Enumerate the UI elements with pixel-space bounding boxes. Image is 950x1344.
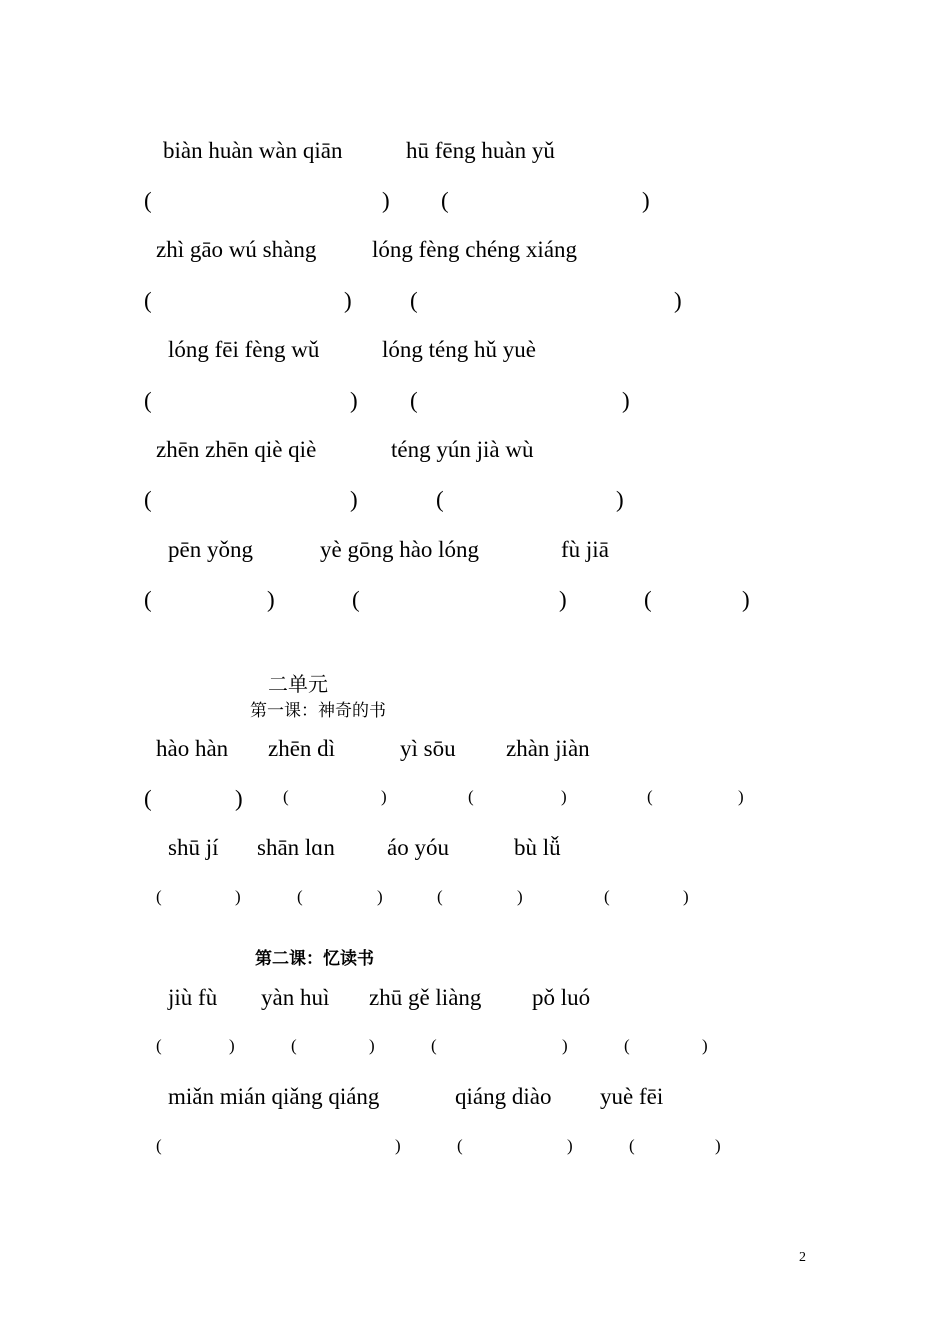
blank-open-paren: ( [644, 586, 652, 612]
pinyin-word: qiáng diào [455, 1083, 552, 1109]
pinyin-word: zhū gě liàng [369, 984, 482, 1010]
blank-open-paren: ( [156, 1035, 162, 1055]
blank-open-paren: ( [156, 1135, 162, 1155]
blank-close-paren: ) [382, 187, 390, 213]
blank-close-paren: ) [567, 1135, 573, 1155]
pinyin-word: zhēn dì [268, 735, 336, 761]
pinyin-word: áo yóu [387, 834, 449, 860]
pinyin-word: lóng fèng chéng xiáng [372, 236, 578, 262]
pinyin-word: shū jí [168, 834, 219, 860]
blank-open-paren: ( [144, 187, 152, 213]
pinyin-word: lóng fēi fèng wǔ [168, 336, 320, 362]
pinyin-word: zhàn jiàn [506, 735, 590, 761]
blank-open-paren: ( [144, 785, 152, 811]
blank-open-paren: ( [624, 1035, 630, 1055]
blank-close-paren: ) [344, 287, 352, 313]
pinyin-word: hào hàn [156, 735, 229, 761]
unit-heading: 二单元 [268, 674, 328, 696]
blank-close-paren: ) [559, 586, 567, 612]
blank-open-paren: ( [431, 1035, 437, 1055]
blank-open-paren: ( [297, 886, 303, 906]
blank-close-paren: ) [742, 586, 750, 612]
blank-close-paren: ) [622, 387, 630, 413]
pinyin-word: shān lɑn [257, 834, 335, 860]
blank-open-paren: ( [441, 187, 449, 213]
blank-open-paren: ( [647, 786, 653, 806]
blank-open-paren: ( [291, 1035, 297, 1055]
blank-close-paren: ) [616, 486, 624, 512]
pinyin-word: téng yún jià wù [391, 436, 534, 462]
page-number: 2 [799, 1250, 806, 1265]
blank-open-paren: ( [144, 586, 152, 612]
blank-close-paren: ) [350, 486, 358, 512]
blank-close-paren: ) [642, 187, 650, 213]
blank-close-paren: ) [381, 786, 387, 806]
pinyin-word: jiù fù [168, 984, 218, 1010]
lesson-heading: 第二课：忆读书 [255, 948, 374, 968]
blank-close-paren: ) [517, 886, 523, 906]
pinyin-word: biàn huàn wàn qiān [163, 137, 343, 163]
pinyin-word: fù jiā [561, 536, 609, 562]
blank-open-paren: ( [410, 287, 418, 313]
pinyin-word: yì sōu [400, 735, 456, 761]
blank-close-paren: ) [235, 785, 243, 811]
pinyin-word: bù lǚ [514, 834, 561, 860]
blank-close-paren: ) [561, 786, 567, 806]
pinyin-word: lóng téng hǔ yuè [382, 336, 536, 362]
blank-close-paren: ) [267, 586, 275, 612]
pinyin-word: yàn huì [261, 984, 330, 1010]
blank-open-paren: ( [144, 486, 152, 512]
pinyin-word: miǎn mián qiǎng qiáng [168, 1083, 380, 1109]
blank-open-paren: ( [144, 387, 152, 413]
blank-open-paren: ( [629, 1135, 635, 1155]
blank-close-paren: ) [229, 1035, 235, 1055]
blank-close-paren: ) [350, 387, 358, 413]
pinyin-word: yè gōng hào lóng [320, 536, 480, 562]
blank-open-paren: ( [437, 886, 443, 906]
blank-open-paren: ( [436, 486, 444, 512]
blank-open-paren: ( [156, 886, 162, 906]
pinyin-word: yuè fēi [600, 1083, 664, 1109]
blank-open-paren: ( [144, 287, 152, 313]
blank-open-paren: ( [283, 786, 289, 806]
pinyin-word: pēn yǒng [168, 536, 253, 562]
pinyin-word: hū fēng huàn yǔ [406, 137, 555, 163]
blank-close-paren: ) [702, 1035, 708, 1055]
lesson-heading: 第一课：神奇的书 [250, 700, 386, 720]
blank-close-paren: ) [715, 1135, 721, 1155]
blank-open-paren: ( [604, 886, 610, 906]
blank-close-paren: ) [377, 886, 383, 906]
blank-open-paren: ( [352, 586, 360, 612]
pinyin-word: zhēn zhēn qiè qiè [156, 436, 317, 462]
blank-open-paren: ( [468, 786, 474, 806]
blank-close-paren: ) [674, 287, 682, 313]
blank-open-paren: ( [410, 387, 418, 413]
blank-close-paren: ) [369, 1035, 375, 1055]
blank-close-paren: ) [683, 886, 689, 906]
blank-close-paren: ) [738, 786, 744, 806]
pinyin-word: pǒ luó [532, 984, 591, 1010]
pinyin-word: zhì gāo wú shàng [156, 236, 317, 262]
blank-close-paren: ) [562, 1035, 568, 1055]
blank-close-paren: ) [235, 886, 241, 906]
blank-open-paren: ( [457, 1135, 463, 1155]
blank-close-paren: ) [395, 1135, 401, 1155]
